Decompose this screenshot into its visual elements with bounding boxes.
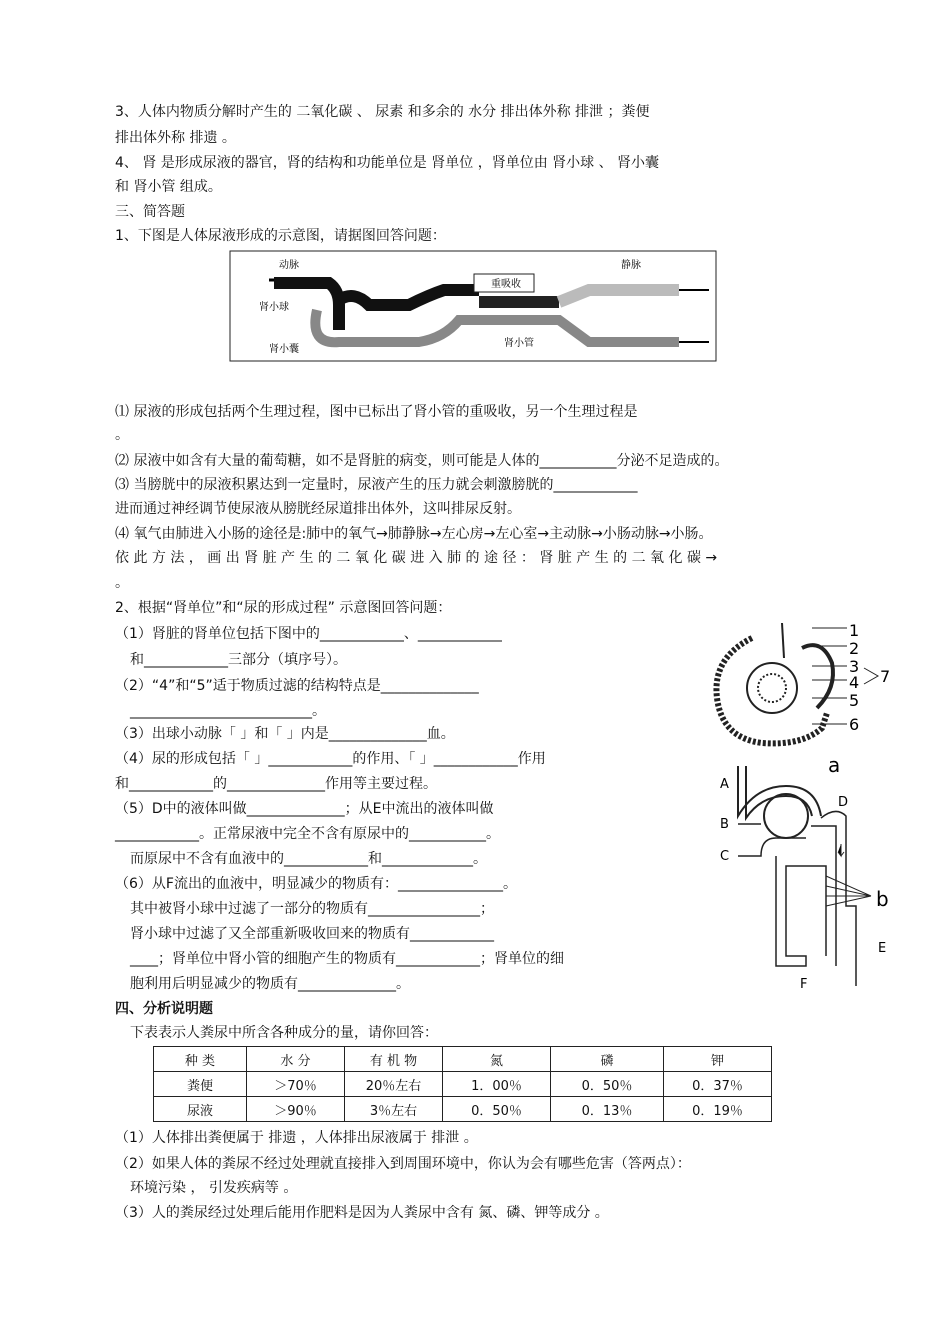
p4c: 。 — [115, 575, 129, 591]
q2-6b: 其中被肾小球中过滤了一部分的物质有________________； — [130, 901, 494, 917]
table-cell: 尿液 — [154, 1097, 247, 1122]
s4-intro: 下表表示人粪尿中所含各种成分的量，请你回答： — [130, 1025, 438, 1041]
q4-line1: 4、 肾 是形成尿液的器官，肾的结构和功能单位是 肾单位 ，肾单位由 肾小球 、 肾小囊 — [115, 155, 660, 171]
q2-1b: 和____________三部分（填序号）。 — [130, 652, 347, 668]
s3-question-1: 1、下图是人体尿液形成的示意图，请据图回答问题： — [115, 228, 446, 244]
section-4-title: 四、分析说明题 — [115, 1001, 213, 1017]
label-E: E — [878, 941, 887, 956]
section-3-title: 三、简答题 — [115, 204, 185, 220]
glomerulus-label: 肾小球 — [259, 302, 289, 313]
label-a: a — [828, 756, 841, 777]
table-cell: 0．19％ — [664, 1097, 772, 1122]
table-cell: 0．50％ — [551, 1072, 664, 1097]
q2-2a: （2）“4”和“5”适于物质过滤的结构特点是______________ — [115, 678, 479, 694]
label-F: F — [800, 977, 808, 992]
q2-6e: 胞利用后明显减少的物质有______________。 — [130, 976, 410, 992]
label-4: 4 — [849, 673, 860, 692]
table-header-cell: 磷 — [551, 1047, 664, 1072]
table-header-cell: 有 机 物 — [345, 1047, 443, 1072]
p3a: ⑶ 当膀胱中的尿液积累达到一定量时，尿液产生的压力就会刺激膀胱的____________ — [115, 477, 638, 493]
label-B: B — [720, 817, 729, 832]
label-b: b — [876, 887, 889, 911]
s3-question-2: 2、根据“肾单位”和“尿的形成过程” 示意图回答问题： — [115, 600, 452, 616]
label-7: 7 — [880, 667, 891, 686]
p4a: ⑷ 氧气由肺进入小肠的途径是:肺中的氧气→肺静脉→左心房→左心室→主动脉→小肠动脉→小肠。 — [115, 526, 713, 542]
label-3: 3 — [849, 657, 860, 676]
q2-4b: 和____________的______________作用等主要过程。 — [115, 776, 437, 792]
table-cell: 0．50％ — [443, 1097, 551, 1122]
p1b: 。 — [115, 427, 129, 443]
s4-q2a: （2）如果人体的粪尿不经过处理就直接排入到周围环境中，你认为会有哪些危害（答两点）： — [115, 1156, 691, 1172]
vein-label: 静脉 — [621, 260, 641, 271]
q4-line2: 和 肾小管 组成。 — [115, 179, 222, 195]
composition-table — [153, 1046, 772, 1122]
q2-5c: 而原尿中不含有血液中的____________和_____________。 — [130, 851, 487, 867]
q2-5a: （5）D中的液体叫做______________；从E中流出的液体叫做 — [115, 801, 494, 817]
s4-q2b: 环境污染 ， 引发疾病等 。 — [130, 1180, 298, 1196]
table-cell: ＞90％ — [247, 1097, 345, 1122]
p2: ⑵ 尿液中如含有大量的葡萄糖，如不是肾脏的病变，则可能是人体的___________分泌不足造成的。 — [115, 453, 729, 469]
table-cell: 1．00％ — [443, 1072, 551, 1097]
table-cell: 0．13％ — [551, 1097, 664, 1122]
table-cell: ＞70％ — [247, 1072, 345, 1097]
table-header-cell: 氮 — [443, 1047, 551, 1072]
label-5: 5 — [849, 691, 860, 710]
q2-6a: （6）从F流出的血液中，明显减少的物质有：_______________。 — [115, 876, 517, 892]
q3-line2: 排出体外称 排遗 。 — [115, 130, 236, 146]
urine-formation-diagram — [229, 250, 717, 362]
table-header-row — [154, 1047, 772, 1072]
reabsorb-label: 重吸收 — [491, 279, 521, 290]
table-cell: 粪便 — [154, 1072, 247, 1097]
table-row — [154, 1097, 772, 1122]
artery-label: 动脉 — [279, 260, 299, 271]
label-C: C — [720, 849, 730, 864]
q2-6c: 肾小球中过滤了又全部重新吸收回来的物质有____________ — [130, 926, 494, 942]
table-cell: 0．37％ — [664, 1072, 772, 1097]
q2-4a: （4）尿的形成包括「 」____________的作用、「 」____________作用 — [115, 751, 546, 767]
label-D: D — [838, 795, 849, 810]
label-2: 2 — [849, 639, 860, 658]
table-row — [154, 1072, 772, 1097]
nephron-figure — [712, 618, 902, 748]
s4-q3: （3）人的粪尿经过处理后能用作肥料是因为人粪尿中含有 氮、磷、钾等成分 。 — [115, 1205, 609, 1221]
table-cell: 3％左右 — [345, 1097, 443, 1122]
label-6: 6 — [849, 715, 860, 734]
q2-5b: ____________。正常尿液中完全不含有原尿中的___________。 — [115, 826, 500, 842]
label-1: 1 — [849, 621, 860, 640]
q3-line1: 3、人体内物质分解时产生的 二氧化碳 、 尿素 和多余的 水分 排出体外称 排泄 ；粪便 — [115, 104, 650, 120]
table-header-cell: 钾 — [664, 1047, 772, 1072]
table-cell: 20％左右 — [345, 1072, 443, 1097]
p1a: ⑴ 尿液的形成包括两个生理过程，图中已标出了肾小管的重吸收，另一个生理过程是 — [115, 404, 638, 420]
table-header-cell: 种 类 — [154, 1047, 247, 1072]
q2-6d: ____；肾单位中肾小管的细胞产生的物质有____________；肾单位的细 — [130, 951, 564, 967]
capsule-label: 肾小囊 — [269, 344, 299, 355]
q2-2b: __________________________。 — [130, 703, 326, 719]
p3b: 进而通过神经调节使尿液从膀胱经尿道排出体外，这叫排尿反射。 — [115, 501, 521, 517]
q2-1a: （1）肾脏的肾单位包括下图中的____________、____________ — [115, 626, 502, 642]
urine-process-figure — [716, 756, 896, 992]
p4b: 依 此 方 法 ， 画 出 肾 脏 产 生 的 二 氧 化 碳 进 入 肺 的 途 径 ： 肾 脏 产 生 的 二 氧 化 碳 → — [115, 550, 718, 566]
q2-3: （3）出球小动脉「 」和「 」内是______________血。 — [115, 726, 455, 742]
tubule-label: 肾小管 — [504, 338, 534, 349]
table-header-cell: 水 分 — [247, 1047, 345, 1072]
s4-q1: （1）人体排出粪便属于 排遗 ，人体排出尿液属于 排泄 。 — [115, 1130, 478, 1146]
label-A: A — [720, 777, 729, 792]
